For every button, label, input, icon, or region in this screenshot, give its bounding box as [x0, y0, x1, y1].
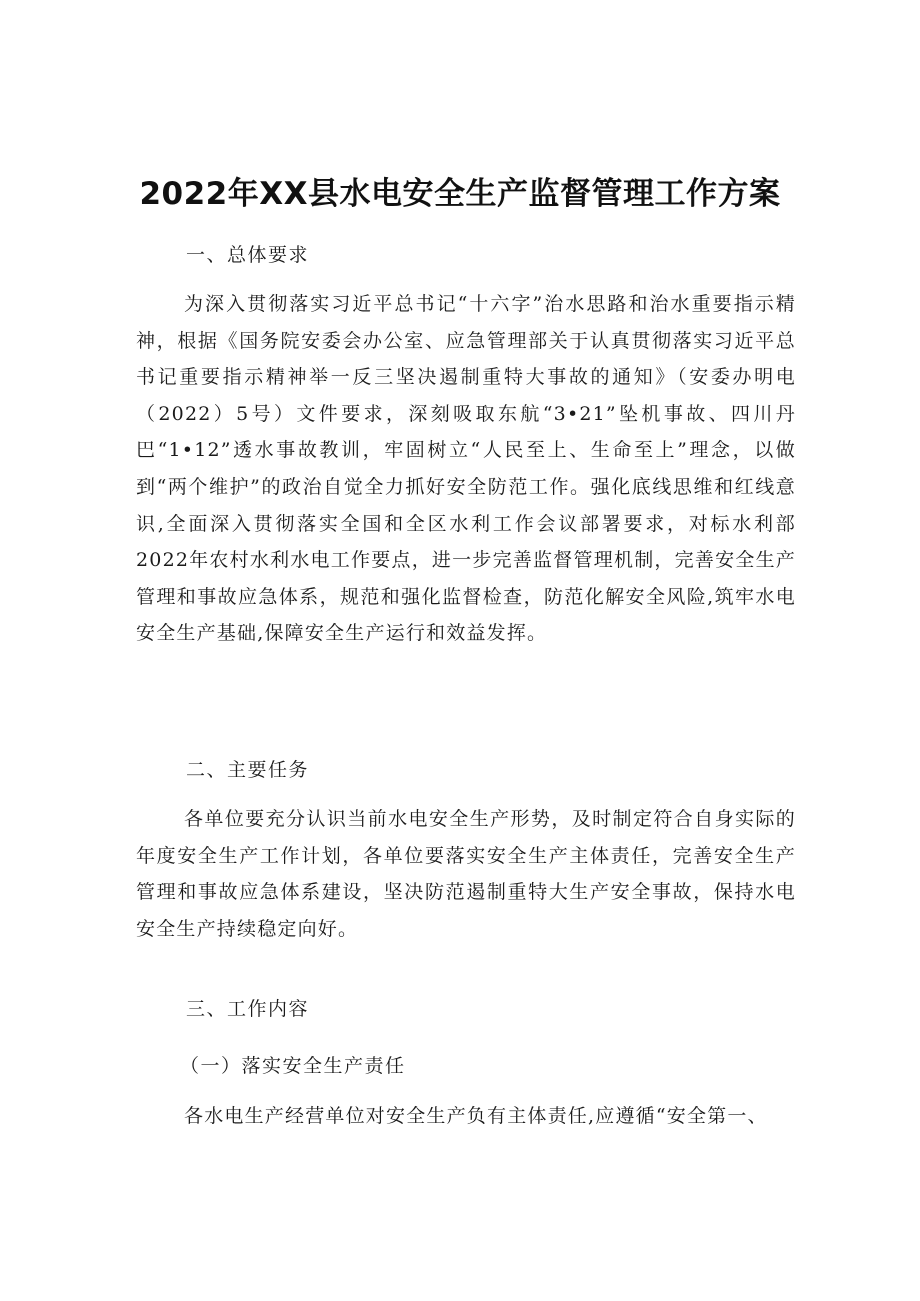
- section-heading-general-requirements: 一、总体要求: [186, 244, 310, 266]
- section-heading-main-tasks: 二、主要任务: [186, 759, 310, 781]
- section-paragraph-main-tasks: 各单位要充分认识当前水电安全生产形势，及时制定符合自身实际的年度安全生产工作计划，各单位要落实安全生产主体责任，完善安全生产管理和事故应急体系建设，坚决防范遏制重特大生产安全事故，保持水电安全生产持续稳定向好。: [136, 808, 796, 940]
- document-title: 2022年XX县水电安全生产监督管理工作方案: [139, 176, 781, 212]
- section-heading-work-content: 三、工作内容: [186, 998, 310, 1020]
- subsection-heading-safety-responsibility: （一）落实安全生产责任: [180, 1055, 406, 1077]
- subsection-paragraph-safety-responsibility: 各水电生产经营单位对安全生产负有主体责任,应遵循“安全第一、: [184, 1105, 768, 1127]
- section-paragraph-general-requirements: 为深入贯彻落实习近平总书记“十六字”治水思路和治水重要指示精神，根据《国务院安委会办公室、应急管理部关于认真贯彻落实习近平总书记重要指示精神举一反三坚决遏制重特大事故的通知》（安委办明电（2022）5号）文件要求，深刻吸取东航“3•21”坠机事故、四川丹巴“1•12”透水事故教训，牢固树立“人民至上、生命至上”理念，以做到“两个维护”的政治自觉全力抓好安全防范工作。强化底线思维和红线意识,全面深入贯彻落实全国和全区水利工作会议部署要求，对标水利部2022年农村水利水电工作要点，进一步完善监督管理机制，完善安全生产管理和事故应急体系，规范和强化监督检查，防范化解安全风险,筑牢水电安全生产基础,保障安全生产运行和效益发挥。: [136, 293, 796, 645]
